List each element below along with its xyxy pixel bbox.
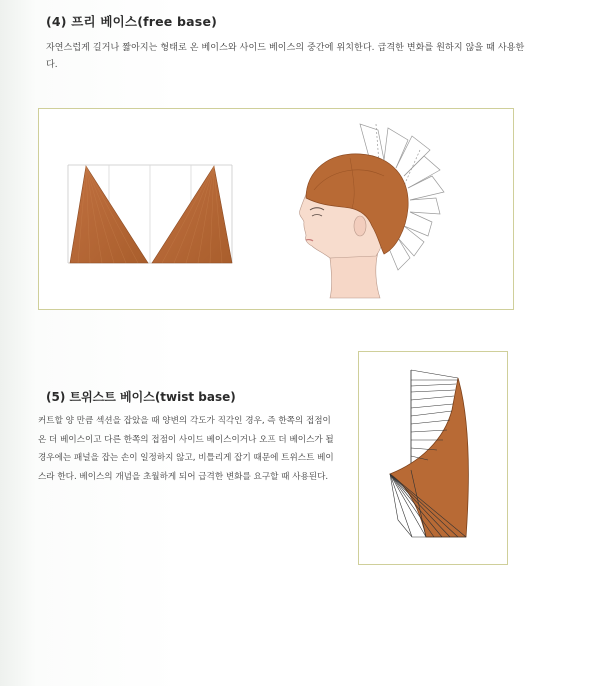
section-body-twist-base: 커트할 양 만큼 섹션을 잡았을 때 양변의 각도가 직각인 경우, 즉 한쪽의 접점이 온 더 베이스이고 다른 한쪽의 접점이 사이드 베이스이거나 오프 더 베이스가 될 경우에는 패널을 잡는 손이 일정하지 않고, 비틀리게 잡기 때문에 트위스트 베이스라 한다. 베이스의 개념을 초월하게 되어 급격한 변화를 요구할 때 사용된다. [38,416,334,482]
twist-panel [390,378,468,537]
section-body-free-base: 자연스럽게 길거나 짧아지는 형태로 온 베이스와 사이드 베이스의 중간에 위치한다. 급격한 변화를 원하지 않을 때 사용한다. [46,43,525,70]
section-heading-twist-base: (5) 트위스트 베이스(twist base) [46,390,236,404]
section-heading-free-base: (4) 프리 베이스(free base) [46,14,218,29]
